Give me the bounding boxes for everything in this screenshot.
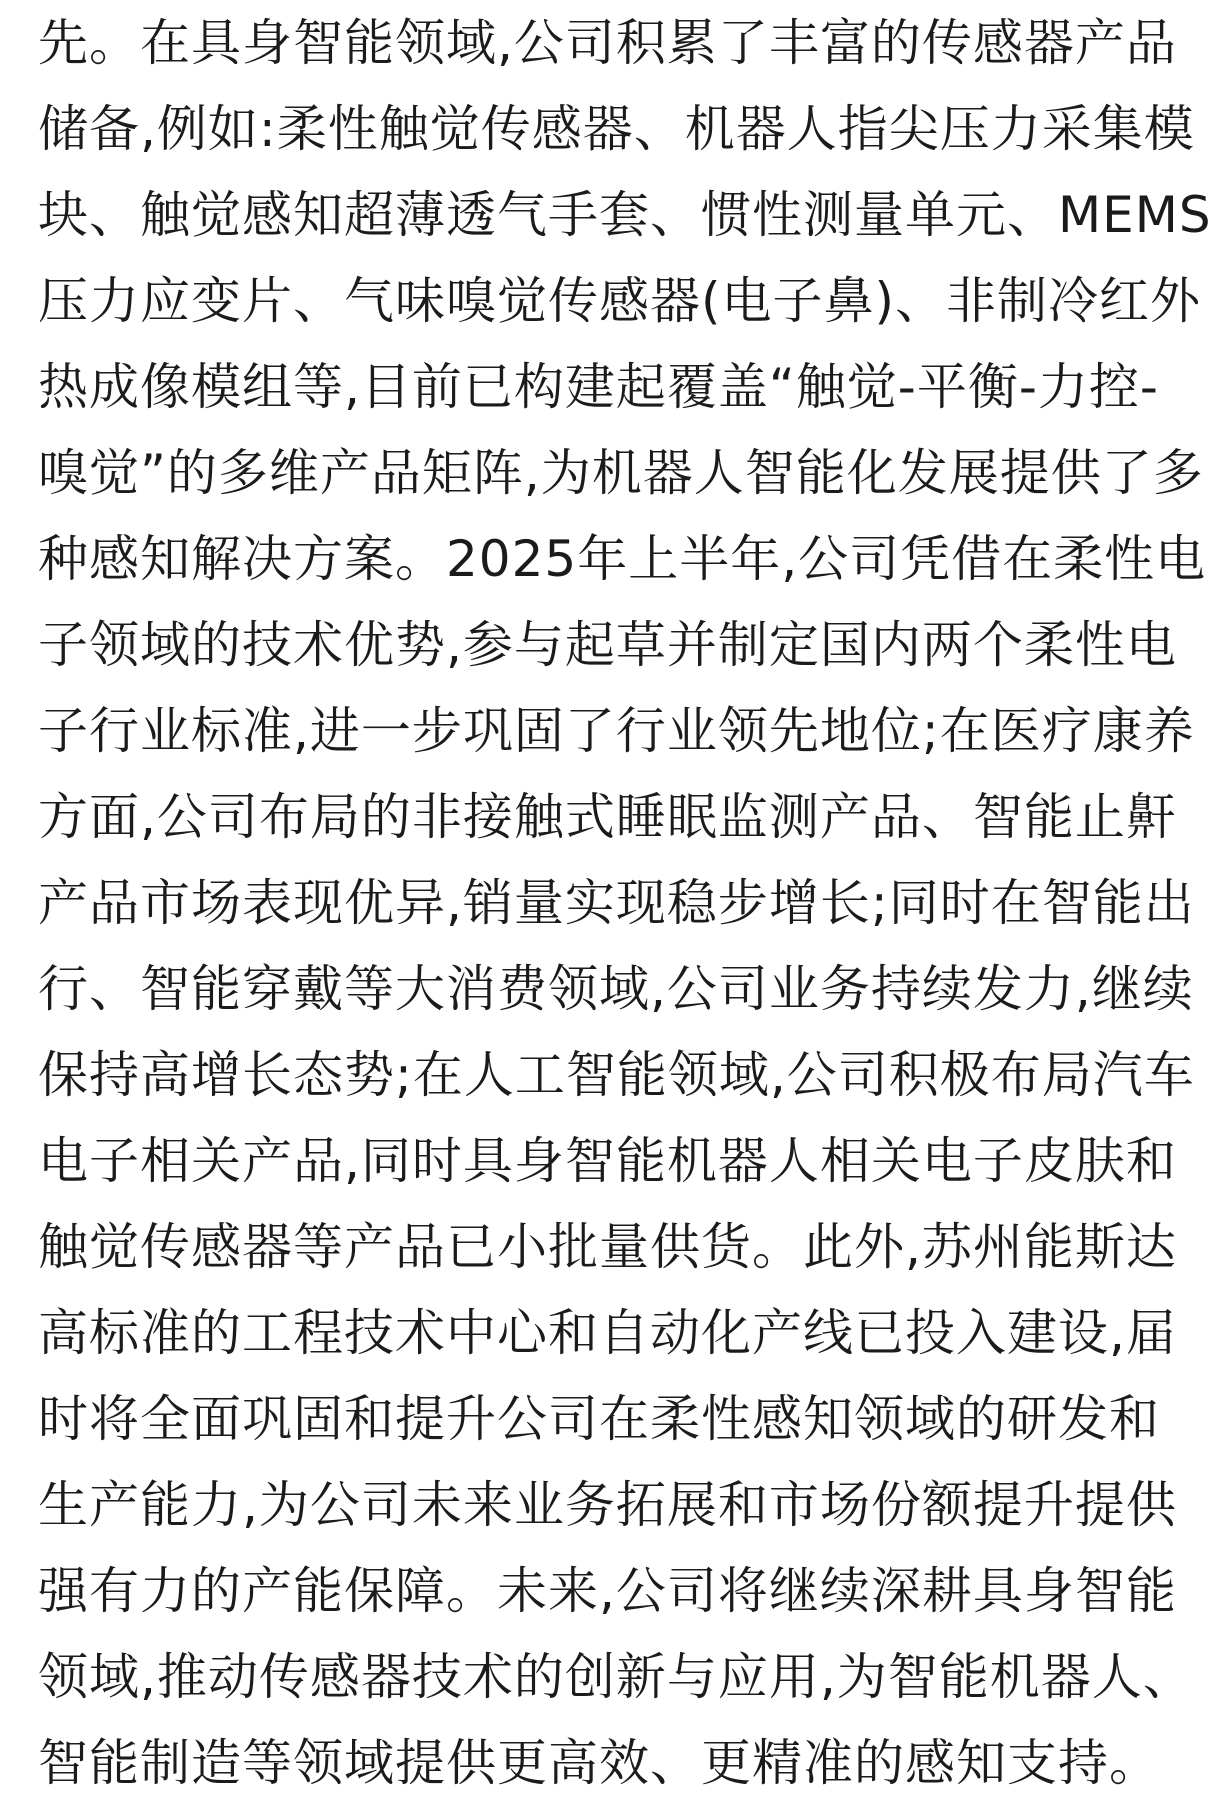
text-line: 智能制造等领域提供更高效、更精准的感知支持。 [38,1734,1160,1792]
text-line: 种感知解决方案。2025年上半年,公司凭借在柔性电 [38,530,1207,588]
text-line: 行、智能穿戴等大消费领域,公司业务持续发力,继续 [38,960,1194,1018]
text-line: 储备,例如:柔性触觉传感器、机器人指尖压力采集模 [38,100,1195,158]
article-body [38,0,1212,1806]
text-line: 时将全面巩固和提升公司在柔性感知领域的研发和 [38,1390,1160,1448]
text-line: 嗅觉”的多维产品矩阵,为机器人智能化发展提供了多 [38,444,1204,502]
text-line: 子领域的技术优势,参与起草并制定国内两个柔性电 [38,616,1177,674]
text-line: 生产能力,为公司未来业务拓展和市场份额提升提供 [38,1476,1177,1534]
text-line: 产品市场表现优异,销量实现稳步增长;同时在智能出 [38,874,1195,932]
text-line: 保持高增长态势;在人工智能领域,公司积极布局汽车 [38,1046,1195,1104]
text-line: 压力应变片、气味嗅觉传感器(电子鼻)、非制冷红外 [38,272,1202,330]
text-line: 强有力的产能保障。未来,公司将继续深耕具身智能 [38,1562,1177,1620]
text-line: 电子相关产品,同时具身智能机器人相关电子皮肤和 [38,1132,1177,1190]
text-line: 先。在具身智能领域,公司积累了丰富的传感器产品 [38,14,1177,72]
text-line: 子行业标准,进一步巩固了行业领先地位;在医疗康养 [38,702,1195,760]
text-line: 方面,公司布局的非接触式睡眠监测产品、智能止鼾 [38,788,1177,846]
text-line: 领域,推动传感器技术的创新与应用,为智能机器人、 [38,1648,1194,1706]
text-line: 块、触觉感知超薄透气手套、惯性测量单元、MEMS [38,186,1212,244]
text-line: 高标准的工程技术中心和自动化产线已投入建设,届 [38,1304,1177,1362]
text-line: 热成像模组等,目前已构建起覆盖“触觉-平衡-力控- [38,358,1159,416]
text-line: 触觉传感器等产品已小批量供货。此外,苏州能斯达 [38,1218,1177,1276]
